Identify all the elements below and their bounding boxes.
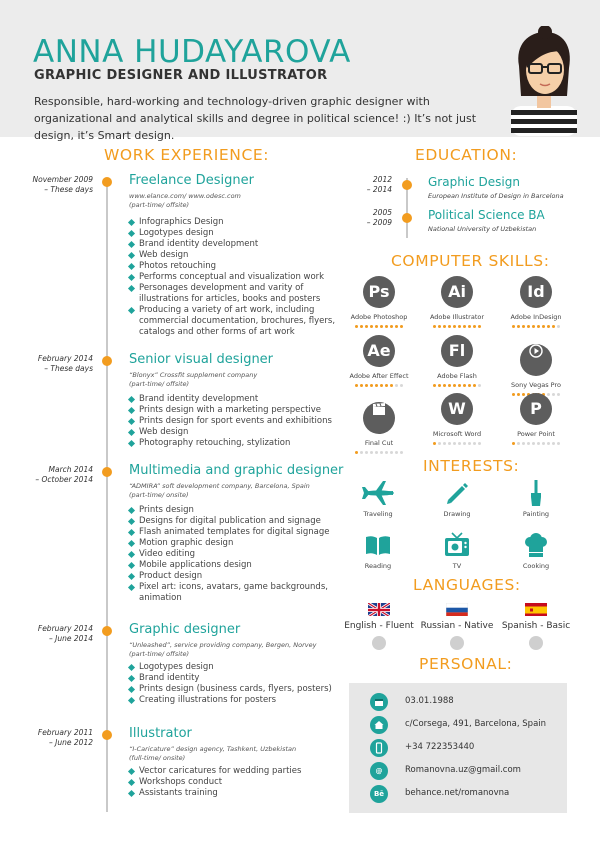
rating-dot	[390, 325, 393, 328]
rating-dot	[473, 325, 476, 328]
work-timeline	[106, 180, 108, 812]
job-date-start: February 2011	[37, 728, 93, 737]
rating-dot	[458, 442, 461, 445]
behance-icon: Bē	[370, 785, 388, 803]
powerpoint-icon: P	[520, 393, 552, 425]
airplane-icon	[343, 479, 413, 507]
rating-dot	[438, 384, 441, 387]
rating-dot	[385, 384, 388, 387]
rating-dot	[527, 442, 530, 445]
word-icon: W	[441, 393, 473, 425]
smiley-icon	[450, 636, 464, 650]
illustrator-icon: Ai	[441, 276, 473, 308]
job-date-end: – These days	[44, 364, 93, 373]
rating-dot	[365, 325, 368, 328]
language-english	[334, 602, 424, 650]
rating-dot	[375, 384, 378, 387]
interest-label: Traveling	[363, 510, 393, 518]
list-item: Prints design (business cards, flyers, posters)	[129, 684, 344, 695]
rating-dot	[443, 384, 446, 387]
list-item: Logotypes design	[129, 228, 344, 239]
list-item: Product design	[129, 571, 344, 582]
clapperboard-icon	[363, 402, 395, 434]
rating-dot	[522, 325, 525, 328]
skill-rating	[412, 384, 502, 389]
interest-label: TV	[452, 562, 462, 570]
skill-rating	[491, 325, 581, 330]
home-icon	[370, 716, 388, 734]
job-subtitle: GRAPHIC DESIGNER AND ILLUSTRATOR	[34, 68, 328, 83]
rating-dot	[512, 442, 515, 445]
job-title: Multimedia and graphic designer	[129, 463, 344, 478]
rating-dot	[380, 451, 383, 454]
job-date-end: – These days	[44, 185, 93, 194]
rating-dot	[463, 442, 466, 445]
language-label: English - Fluent	[344, 621, 414, 631]
pencil-icon	[422, 479, 492, 507]
behance-link[interactable]: behance.net/romanovna	[405, 788, 510, 798]
job-type: (part-time/ offsite)	[129, 201, 190, 209]
rating-dot	[512, 325, 515, 328]
birthdate-text: 03.01.1988	[405, 696, 454, 706]
address-text: c/Corsega, 491, Barcelona, Spain	[405, 719, 547, 729]
job-company: “I-Caricature” design agency, Tashkent, Uzbekistan	[129, 745, 297, 753]
rating-dot	[557, 442, 560, 445]
interest-cooking	[501, 531, 571, 570]
list-item: Motion graphic design	[129, 538, 344, 549]
skill-name: Final Cut	[364, 439, 394, 447]
edu-date-end: – 2009	[366, 218, 392, 227]
skill-name: Adobe Photoshop	[350, 313, 408, 321]
book-icon	[343, 531, 413, 559]
job-date-start: March 2014	[48, 465, 93, 474]
skill-rating	[412, 325, 502, 330]
play-icon	[520, 344, 552, 376]
skill-final-cut	[334, 393, 424, 456]
job-date-start: February 2014	[37, 354, 93, 363]
rating-dot	[542, 325, 545, 328]
skill-flash	[412, 335, 502, 389]
rating-dot	[448, 442, 451, 445]
avatar	[505, 26, 583, 136]
skill-name: Adobe Illustrator	[429, 313, 485, 321]
interest-label: Cooking	[522, 562, 550, 570]
skill-rating	[491, 442, 581, 447]
rating-dot	[468, 384, 471, 387]
skill-sony-vegas	[491, 335, 581, 398]
rating-dot	[522, 442, 525, 445]
rating-dot	[552, 325, 555, 328]
job-company: “ADMIRA” soft development company, Barcelona, Spain	[129, 482, 310, 490]
job-type: (part-time/ onsite)	[129, 491, 189, 499]
interests-title: INTERESTS:	[423, 457, 520, 475]
rating-dot	[542, 442, 545, 445]
rating-dot	[532, 442, 535, 445]
education-title: EDUCATION:	[415, 146, 518, 164]
rating-dot	[463, 384, 466, 387]
job-company: “Blonyx” Crossfit supplement company	[129, 371, 258, 379]
rating-dot	[370, 325, 373, 328]
skill-name: Adobe InDesign	[510, 313, 562, 321]
rating-dot	[375, 451, 378, 454]
timeline-dot	[102, 730, 112, 740]
languages-title: LANGUAGES:	[413, 576, 521, 594]
rating-dot	[527, 325, 530, 328]
job-duties	[129, 662, 344, 706]
list-item: Web design	[129, 427, 344, 438]
job-type: (part-time/ offsite)	[129, 380, 190, 388]
calendar-icon	[370, 693, 388, 711]
timeline-dot	[402, 213, 412, 223]
school-name: National University of Uzbekistan	[428, 225, 537, 233]
rating-dot	[355, 325, 358, 328]
job-title: Illustrator	[129, 726, 192, 741]
interest-reading	[343, 531, 413, 570]
rating-dot	[468, 442, 471, 445]
list-item: Infographics Design	[129, 217, 344, 228]
phone-text: +34 722353440	[405, 742, 475, 752]
skill-rating	[412, 442, 502, 447]
rating-dot	[453, 325, 456, 328]
rating-dot	[433, 325, 436, 328]
rating-dot	[370, 384, 373, 387]
degree-title: Graphic Design	[428, 175, 520, 189]
list-item: Personages development and varity of illustrations for articles, books and posters	[129, 283, 344, 305]
uk-flag-icon	[368, 602, 390, 616]
rating-dot	[478, 325, 481, 328]
list-item: Photography retouching, stylization	[129, 438, 344, 449]
list-item: Vector caricatures for wedding parties	[129, 766, 344, 777]
smiley-icon	[372, 636, 386, 650]
spain-flag-icon	[525, 602, 547, 616]
job-date-end: – October 2014	[35, 475, 93, 484]
rating-dot	[453, 442, 456, 445]
interest-label: Drawing	[443, 510, 471, 518]
indesign-icon: Id	[520, 276, 552, 308]
job-company: “Unleashed”, service providing company, Bergen, Norvey	[129, 641, 317, 649]
skill-rating	[334, 384, 424, 389]
job-duties	[129, 505, 344, 604]
rating-dot	[375, 325, 378, 328]
computer-skills-title: COMPUTER SKILLS:	[391, 252, 550, 270]
rating-dot	[433, 442, 436, 445]
rating-dot	[532, 325, 535, 328]
rating-dot	[547, 325, 550, 328]
job-date-start: February 2014	[37, 624, 93, 633]
language-label: Russian - Native	[420, 621, 494, 631]
rating-dot	[395, 325, 398, 328]
rating-dot	[355, 451, 358, 454]
skill-name: Adobe Flash	[437, 372, 477, 380]
job-title: Freelance Designer	[129, 173, 254, 188]
rating-dot	[547, 442, 550, 445]
job-duties	[129, 766, 344, 799]
rating-dot	[473, 442, 476, 445]
rating-dot	[438, 442, 441, 445]
interest-drawing	[422, 479, 492, 518]
rating-dot	[478, 442, 481, 445]
timeline-dot	[102, 177, 112, 187]
person-name: ANNA HUDAYAROVA	[33, 34, 351, 70]
rating-dot	[478, 384, 481, 387]
rating-dot	[380, 384, 383, 387]
intro-text: Responsible, hard-working and technology-driven graphic designer with organizational and analytical skills and degree in political science! :) It’s not just design, it’s Smart design.	[34, 95, 477, 142]
list-item: Creating illustrations for posters	[129, 695, 344, 706]
rating-dot	[448, 325, 451, 328]
skill-word	[412, 393, 502, 447]
phone-icon	[370, 739, 388, 757]
timeline-dot	[102, 467, 112, 477]
job-type: (full-time/ onsite)	[129, 754, 186, 762]
list-item: Workshops conduct	[129, 777, 344, 788]
rating-dot	[390, 384, 393, 387]
flash-icon: Fl	[441, 335, 473, 367]
skill-illustrator	[412, 276, 502, 330]
degree-title: Political Science BA	[428, 208, 545, 222]
rating-dot	[380, 325, 383, 328]
job-date-end: – June 2014	[49, 634, 93, 643]
rating-dot	[517, 325, 520, 328]
rating-dot	[355, 384, 358, 387]
rating-dot	[360, 451, 363, 454]
rating-dot	[365, 384, 368, 387]
rating-dot	[365, 451, 368, 454]
interest-label: Painting	[522, 510, 550, 518]
rating-dot	[438, 325, 441, 328]
language-spanish	[491, 602, 581, 650]
list-item: Web design	[129, 250, 344, 261]
email-link[interactable]: Romanovna.uz@gmail.com	[405, 765, 521, 775]
list-item: Flash animated templates for digital signage	[129, 527, 344, 538]
paintbrush-icon	[501, 479, 571, 507]
school-name: European Institute of Design in Barcelona	[428, 192, 564, 200]
rating-dot	[360, 325, 363, 328]
rating-dot	[400, 325, 403, 328]
list-item: Photos retouching	[129, 261, 344, 272]
list-item: Prints design with a marketing perspective	[129, 405, 344, 416]
rating-dot	[385, 451, 388, 454]
rating-dot	[537, 442, 540, 445]
list-item: Performs conceptual and visualization work	[129, 272, 344, 283]
skill-name: Microsoft Word	[432, 430, 482, 438]
interest-traveling	[343, 479, 413, 518]
rating-dot	[395, 451, 398, 454]
rating-dot	[395, 384, 398, 387]
email-icon: @	[370, 762, 388, 780]
job-date-start: November 2009	[32, 175, 93, 184]
job-title: Senior visual designer	[129, 352, 274, 367]
tv-icon	[422, 531, 492, 559]
rating-dot	[557, 325, 560, 328]
photoshop-icon: Ps	[363, 276, 395, 308]
skill-indesign	[491, 276, 581, 330]
rating-dot	[400, 384, 403, 387]
list-item: Video editing	[129, 549, 344, 560]
list-item: Mobile applications design	[129, 560, 344, 571]
skill-rating	[334, 451, 424, 456]
skill-after-effects	[334, 335, 424, 389]
edu-date-start: 2005	[372, 208, 392, 217]
after-effects-icon: Ae	[363, 335, 395, 367]
list-item: Brand identity development	[129, 239, 344, 250]
list-item: Pixel art: icons, avatars, game backgrounds, animation	[129, 582, 344, 604]
edu-date-end: – 2014	[366, 185, 392, 194]
neutral-face-icon	[529, 636, 543, 650]
rating-dot	[448, 384, 451, 387]
interest-painting	[501, 479, 571, 518]
rating-dot	[468, 325, 471, 328]
rating-dot	[552, 442, 555, 445]
skill-photoshop	[334, 276, 424, 330]
list-item: Producing a variety of art work, including commercial documentation, brochures, flyers, catalogs and other forms of art work	[129, 305, 344, 338]
rating-dot	[385, 325, 388, 328]
work-experience-title: WORK EXPERIENCE:	[104, 146, 270, 164]
list-item: Brand identity	[129, 673, 344, 684]
skill-name: Power Point	[517, 430, 555, 438]
job-type: (part-time/ offsite)	[129, 650, 190, 658]
timeline-dot	[102, 626, 112, 636]
list-item: Prints design for sport events and exhibitions	[129, 416, 344, 427]
skill-name: Sony Vegas Pro	[511, 381, 561, 389]
rating-dot	[443, 442, 446, 445]
rating-dot	[517, 442, 520, 445]
list-item: Logotypes design	[129, 662, 344, 673]
rating-dot	[458, 325, 461, 328]
timeline-dot	[402, 180, 412, 190]
list-item: Assistants training	[129, 788, 344, 799]
skill-name: Adobe After Effect	[349, 372, 409, 380]
rating-dot	[433, 384, 436, 387]
edu-date-start: 2012	[372, 175, 392, 184]
rating-dot	[390, 451, 393, 454]
rating-dot	[400, 451, 403, 454]
rating-dot	[458, 384, 461, 387]
rating-dot	[453, 384, 456, 387]
interest-tv	[422, 531, 492, 570]
job-duties	[129, 394, 344, 449]
list-item: Brand identity development	[129, 394, 344, 405]
language-russian	[412, 602, 502, 650]
job-duties	[129, 217, 344, 338]
rating-dot	[443, 325, 446, 328]
timeline-dot	[102, 356, 112, 366]
rating-dot	[360, 384, 363, 387]
rating-dot	[463, 325, 466, 328]
rating-dot	[537, 325, 540, 328]
interest-label: Reading	[364, 562, 392, 570]
list-item: Designs for digital publication and signage	[129, 516, 344, 527]
personal-title: PERSONAL:	[419, 655, 513, 673]
rating-dot	[473, 384, 476, 387]
job-title: Graphic designer	[129, 622, 241, 637]
rating-dot	[370, 451, 373, 454]
russia-flag-icon	[446, 602, 468, 616]
job-company: www.elance.com/ www.odesc.com	[129, 192, 241, 200]
job-date-end: – June 2012	[49, 738, 93, 747]
chef-hat-icon	[501, 531, 571, 559]
list-item: Prints design	[129, 505, 344, 516]
skill-rating	[334, 325, 424, 330]
skill-powerpoint	[491, 393, 581, 447]
language-label: Spanish - Basic	[501, 621, 571, 631]
